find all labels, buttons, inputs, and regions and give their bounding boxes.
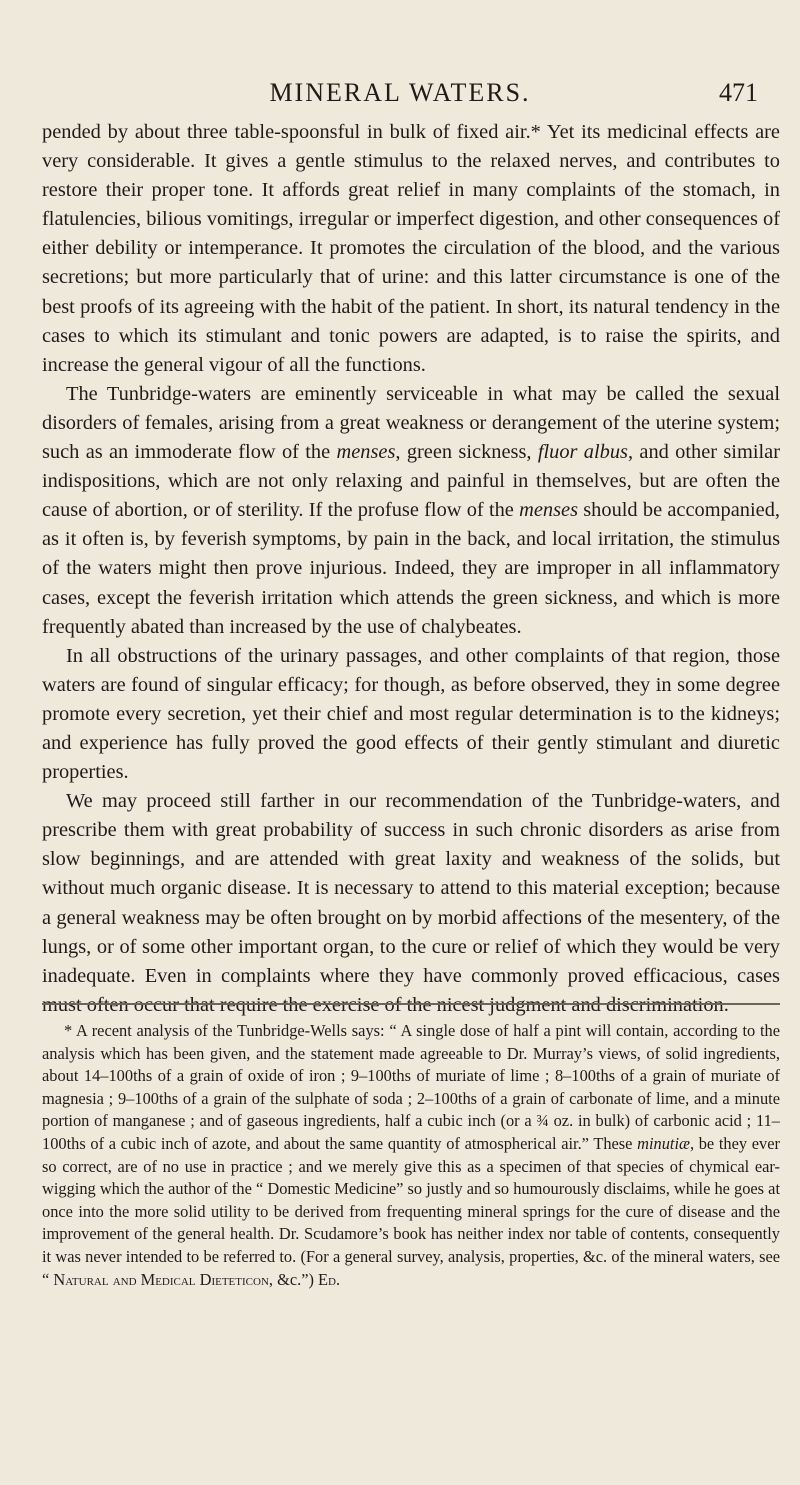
footnote-divider <box>42 1003 780 1005</box>
footnote-text: , be they ever so correct, are of no use in practice ; and we merely give this as a specimen of that species of chymical ear-wigging which the author of the “ Domestic Medicine” so justly and so humourously disclaims, while he goes at once into the more solid utility to be derived from frequenting mineral springs for the cure of disease and the improvement of the general health. Dr. Scudamore’s book has neither index nor table of contents, consequently it was never intended to be referred to. (For a general survey, analysis, properties, &c. of the mineral waters, see “ <box>42 1133 780 1289</box>
paragraph-urinary: In all obstructions of the urinary passages, and other complaints of that region, those waters are found of singular efficacy; for though, as before observed, they in some degree promote every secretion, yet their chief and most regular determination is to the kidneys; and experience has fully proved the good effects of their gently stimulant and diuretic properties. <box>42 644 780 784</box>
page-header <box>0 74 800 114</box>
book-title: Natural and Medical Dieteticon <box>53 1269 269 1289</box>
italic-term: minutiæ <box>637 1133 690 1153</box>
running-title: MINERAL WATERS. <box>269 78 531 107</box>
editor-mark: Ed. <box>318 1269 341 1289</box>
page-number: 471 <box>719 78 758 107</box>
footnote-text: * A recent analysis of the Tunbridge-Wells says: “ A single dose of half a pint will contain, according to the analysis which has been given, and the statement made agreeable to Dr. Murray’s views, of solid ingredients, about 14–100ths of a grain of oxide of iron ; 9–100ths of muriate of lime ; 8–100ths of a grain of muriate of magnesia ; 9–100ths of a grain of the sulphate of soda ; 2–100ths of a grain of carbonate of lime, and a minute portion of manganese ; and of gaseous ingredients, half a cubic inch (or a ¾ oz. in bulk) of carbonic acid ; 11–100ths of a cubic inch of azote, and about the same quantity of atmospherical air.” These <box>42 1021 780 1153</box>
paragraph-text: , green sickness, <box>395 441 538 464</box>
paragraph-text: , and other similar indispositions, which are not only relaxing and painful in themselves, but are often the cause of abortion, or of sterility. If the profuse flow of the <box>42 441 781 522</box>
paragraph-tunbridge-females <box>42 380 780 642</box>
footnote <box>42 1020 780 1291</box>
paragraph-chronic: We may proceed still farther in our recommendation of the Tunbridge-waters, and prescribe them with great probability of success in such chronic disorders as arise from slow beginnings, and are attended with great laxity and weakness of the solids, but without much organic disease. It is necessary to attend to this material exception; because a general weakness may be often brought on by morbid affections of the mesentery, of the lungs, or of some other important organ, to the cure or relief of which they would be very inadequate. Even in complaints where they have commonly proved efficacious, cases <box>42 790 780 987</box>
paragraph-continuation: pended by about three table-spoonsful in bulk of fixed air.* Yet its medicinal effects are very considerable. It gives a gentle stimulus to the relaxed nerves, and contributes to restore their proper tone. It affords great relief in many complaints of the stomach, in flatulencies, bilious vomitings, irregular or imperfect digestion, and other consequences of either debility or intemperance. It promotes the circulation of the blood, and the various secretions; but more particularly that of urine: and this latter circumstance is one of the best proofs of its agreeing with the habit of the patient. In short, its natural tendency in the cases to which its stimulant and tonic powers are adapted, is to raise the spirits, and increase the general vigour of all the functions. <box>42 121 780 376</box>
italic-term: menses <box>336 441 396 464</box>
italic-term: menses <box>519 499 579 522</box>
paragraph-text: The Tunbridge-waters are eminently serviceable in what may be called the sexual disorders of females, arising from a great weakness or derangement of the uterine system; such as an immoderate flow of the <box>42 382 780 464</box>
main-text <box>42 118 780 1020</box>
italic-term: fluor albus <box>537 441 628 464</box>
paragraph-text: should be accompanied, as it often is, by feverish symptoms, by pain in the back, and local irritation, the stimulus of the waters might then prove injurious. Indeed, they are improper in all inflammatory cases, except the feverish irritation which attends the green sickness, and which is more frequently abated than increased by the use of chalybeates. <box>42 499 781 638</box>
footnote-text: , &c.”) <box>268 1269 319 1289</box>
